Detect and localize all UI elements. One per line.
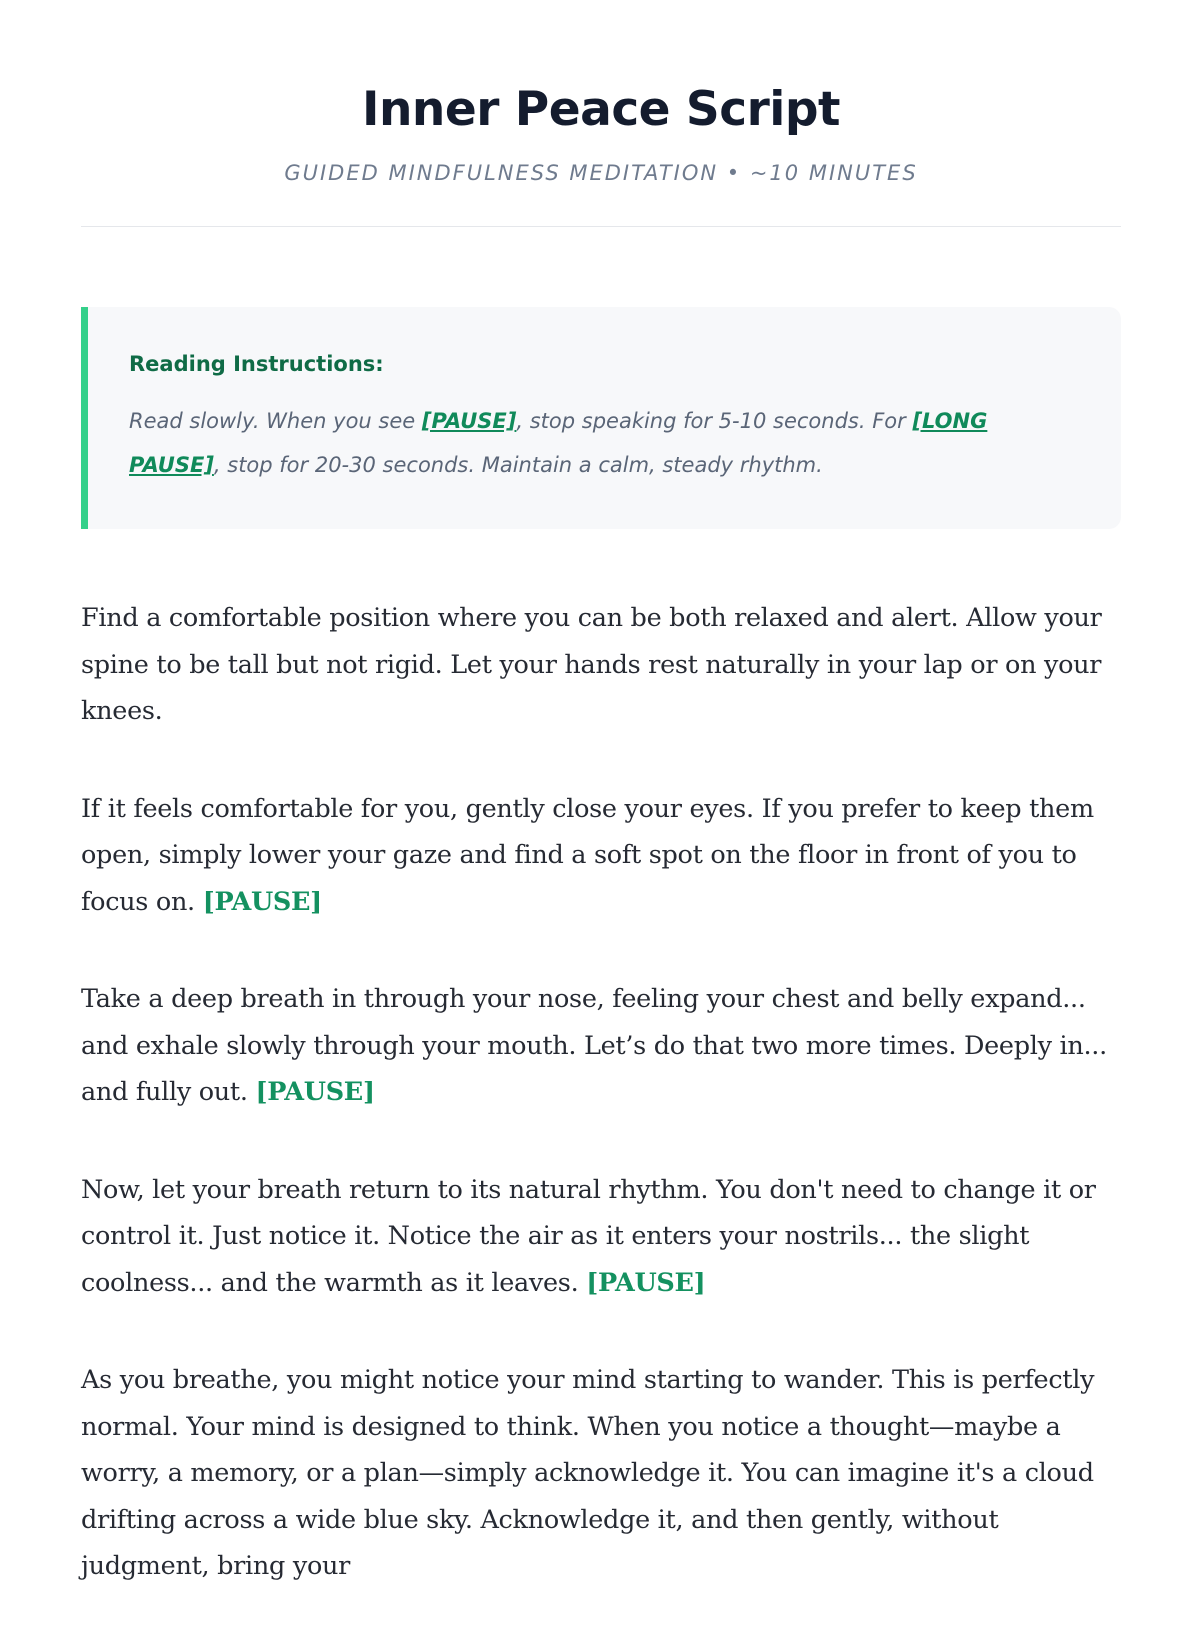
script-paragraph bbox=[81, 1167, 1121, 1307]
pause-cue: [PAUSE] bbox=[202, 886, 322, 917]
reading-instructions-box bbox=[81, 307, 1121, 529]
script-paragraph bbox=[81, 595, 1121, 735]
meditation-script bbox=[81, 595, 1121, 1590]
pause-cue-legend: [PAUSE] bbox=[421, 409, 517, 433]
paragraph-text: If it feels comfortable for you, gently close your eyes. If you prefer to keep them open, simply lower your gaze and find a soft spot on the floor in front of you to focus on. bbox=[81, 793, 1094, 917]
instructions-heading: Reading Instructions: bbox=[129, 352, 384, 376]
paragraph-text: Find a comfortable position where you can be both relaxed and alert. Allow your spine to be tall but not rigid. Let your hands rest naturally in your lap or on your knees. bbox=[81, 603, 1102, 726]
page-title: Inner Peace Script bbox=[361, 82, 841, 137]
script-page bbox=[81, 0, 1121, 1641]
paragraph-text: Take a deep breath in through your nose, feeling your chest and belly expand... and exhale slowly through your mouth. Let’s do that two more times. Deeply in... and fully out. bbox=[81, 984, 1107, 1107]
paragraph-text: As you breathe, you might notice your mind starting to wander. This is perfectly normal. Your mind is designed to think. When you notice a thought—maybe a worry, a memory, or a plan—simply acknowledge it. You can imagine it's a cloud drifting across a wide blue sky. Acknowledge it, and then gently, without judgment, bring your bbox=[81, 1365, 1095, 1581]
page-subtitle: GUIDED MINDFULNESS MEDITATION • ~10 MINUTES bbox=[284, 161, 918, 185]
script-paragraph bbox=[81, 976, 1121, 1116]
instructions-text-part: Read slowly. When you see bbox=[129, 409, 422, 433]
instructions-text-part: , stop for 20-30 seconds. Maintain a calm, steady rhythm. bbox=[213, 453, 823, 477]
paragraph-text: Now, let your breath return to its natural rhythm. You don't need to change it or control it. Just notice it. Notice the air as it enters your nostrils... the slight coolness... and the warmth as it leaves. bbox=[81, 1174, 1096, 1298]
instructions-text bbox=[129, 399, 1081, 487]
instructions-text-part: , stop speaking for 5-10 seconds. For bbox=[516, 409, 913, 433]
header-divider bbox=[81, 226, 1121, 227]
long-pause-cue-legend: [LONG PAUSE] bbox=[129, 409, 988, 477]
pause-cue: [PAUSE] bbox=[586, 1267, 706, 1298]
script-paragraph bbox=[81, 1357, 1121, 1590]
script-paragraph bbox=[81, 786, 1121, 926]
page-header bbox=[81, 0, 1121, 186]
pause-cue: [PAUSE] bbox=[255, 1077, 375, 1107]
